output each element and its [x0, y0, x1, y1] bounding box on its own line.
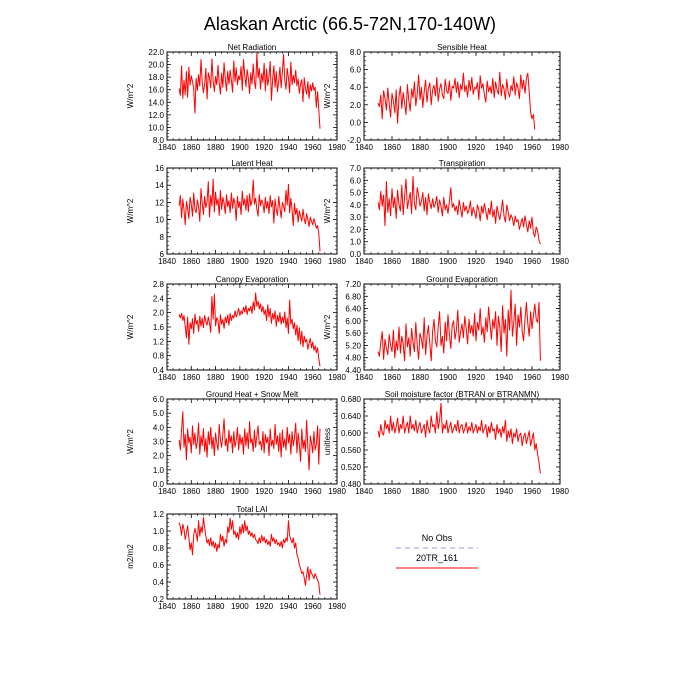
x-tick-label: 1960	[303, 487, 322, 496]
series-line	[179, 53, 320, 128]
y-tick-label: 6.0	[152, 395, 164, 404]
panel-title: Latent Heat	[231, 159, 273, 168]
x-tick-label: 1960	[523, 373, 541, 382]
x-tick-label: 1940	[495, 143, 513, 152]
y-tick-label: 8.0	[349, 48, 361, 57]
x-tick-label: 1960	[303, 143, 322, 152]
y-tick-label: 14	[155, 181, 164, 191]
y-axis-label: W/m^2	[126, 429, 135, 454]
x-tick-label: 1860	[182, 487, 201, 496]
y-tick-label: 2.0	[349, 100, 361, 110]
panel-title: Net Radiation	[227, 43, 277, 52]
y-tick-label: 1.0	[349, 237, 361, 247]
y-axis-label: W/m^2	[126, 83, 135, 109]
y-tick-label: 0.0	[349, 118, 361, 128]
y-tick-label: 0.4	[152, 366, 164, 375]
x-tick-label: 1940	[495, 373, 513, 382]
y-axis-label: m2/m2	[126, 544, 135, 569]
x-tick-label: 1860	[182, 143, 201, 152]
x-tick-label: 1840	[158, 487, 176, 496]
x-tick-label: 1900	[230, 373, 249, 382]
y-axis-label: W/m^2	[126, 314, 135, 340]
y-tick-label: 0.0	[152, 480, 164, 489]
y-tick-label: 1.6	[152, 323, 164, 332]
y-tick-label: 0.4	[152, 578, 164, 587]
y-tick-label: 2.4	[152, 294, 164, 304]
y-tick-label: 5.0	[349, 188, 361, 198]
figure-title: Alaskan Arctic (66.5-72N,170-140W)	[203, 14, 497, 34]
x-tick-label: 1880	[411, 143, 429, 152]
y-tick-label: 8.0	[152, 136, 164, 145]
x-tick-label: 1840	[158, 257, 176, 266]
y-tick-label: 22.0	[148, 48, 164, 57]
panel-title: Sensible Heat	[437, 43, 487, 52]
y-tick-label: 18.0	[148, 73, 164, 83]
x-tick-label: 1860	[383, 143, 401, 152]
x-tick-label: 1940	[495, 487, 513, 496]
y-tick-label: 3.0	[349, 213, 361, 223]
y-tick-label: 0.2	[152, 595, 164, 604]
y-tick-label: 5.20	[345, 341, 361, 351]
y-tick-label: 0.640	[340, 412, 361, 421]
panel-transpiration	[323, 159, 569, 266]
x-tick-label: 1880	[206, 143, 225, 152]
y-axis-label: W/m^2	[323, 198, 332, 224]
y-tick-label: 0.8	[152, 351, 164, 361]
panel-ground-evaporation	[323, 275, 569, 382]
panel-title: Ground Heat + Snow Melt	[205, 390, 299, 399]
y-tick-label: 6.0	[349, 65, 361, 75]
x-tick-label: 1940	[495, 257, 513, 266]
y-tick-label: 6.00	[345, 316, 361, 326]
x-tick-label: 1920	[255, 373, 274, 382]
y-tick-label: 16	[155, 164, 164, 173]
x-tick-label: 1940	[279, 143, 298, 152]
x-tick-label: 1880	[411, 487, 429, 496]
plot-frame	[167, 284, 337, 370]
y-tick-label: 6	[159, 250, 164, 259]
panel-total-lai	[126, 505, 346, 611]
x-tick-label: 1980	[551, 373, 569, 382]
x-tick-label: 1980	[328, 257, 346, 266]
x-tick-label: 1880	[206, 602, 225, 611]
plot-frame	[167, 514, 337, 599]
x-tick-label: 1860	[182, 602, 201, 611]
x-tick-label: 1900	[439, 257, 457, 266]
y-tick-label: 4.0	[349, 200, 361, 210]
x-tick-label: 1920	[467, 257, 485, 266]
y-tick-label: 12.0	[148, 110, 164, 120]
y-tick-label: 5.0	[152, 409, 164, 419]
y-tick-label: 6.40	[345, 304, 361, 314]
y-tick-label: 1.0	[152, 465, 164, 475]
x-tick-label: 1940	[279, 602, 298, 611]
x-tick-label: 1900	[439, 373, 457, 382]
y-tick-label: 7.20	[345, 280, 361, 289]
x-tick-label: 1900	[230, 257, 249, 266]
x-tick-label: 1920	[255, 143, 274, 152]
panel-title: Transpiration	[438, 159, 486, 168]
x-tick-label: 1860	[383, 487, 401, 496]
x-tick-label: 1840	[158, 602, 176, 611]
y-tick-label: 0.8	[152, 544, 164, 553]
series-line	[378, 72, 535, 129]
x-tick-label: 1920	[255, 487, 274, 496]
plot-frame	[364, 168, 560, 254]
y-tick-label: 2.0	[152, 451, 164, 461]
y-tick-label: 10	[155, 215, 164, 225]
y-tick-label: 0.600	[340, 429, 361, 438]
x-tick-label: 1880	[206, 373, 225, 382]
x-tick-label: 1980	[328, 143, 346, 152]
y-tick-label: 1.2	[152, 337, 164, 347]
x-tick-label: 1840	[355, 373, 373, 382]
panel-title: Total LAI	[236, 505, 268, 514]
panel-latent-heat	[126, 159, 346, 266]
y-tick-label: 8	[159, 232, 164, 242]
x-tick-label: 1880	[206, 487, 225, 496]
y-tick-label: 7.0	[349, 164, 361, 173]
panel-title: Ground Evaporation	[426, 275, 498, 284]
y-tick-label: 6.0	[349, 176, 361, 186]
y-tick-label: 16.0	[148, 85, 164, 95]
series-line	[378, 177, 540, 245]
series-line	[378, 403, 540, 473]
x-tick-label: 1880	[206, 257, 225, 266]
x-tick-label: 1980	[328, 602, 346, 611]
x-tick-label: 1860	[182, 373, 201, 382]
x-tick-label: 1920	[467, 487, 485, 496]
panel-sensible-heat	[323, 43, 569, 152]
x-tick-label: 1840	[355, 487, 373, 496]
x-tick-label: 1900	[439, 487, 457, 496]
x-tick-label: 1960	[523, 143, 541, 152]
y-tick-label: 4.40	[345, 366, 361, 375]
series-line	[179, 293, 320, 366]
x-tick-label: 1960	[303, 602, 322, 611]
y-tick-label: 3.0	[152, 437, 164, 447]
x-tick-label: 1980	[551, 487, 569, 496]
x-tick-label: 1960	[523, 257, 541, 266]
y-tick-label: 0.520	[340, 463, 361, 472]
series-line	[378, 290, 540, 361]
y-tick-label: 1.2	[152, 510, 164, 519]
y-tick-label: 0.6	[152, 561, 164, 570]
panel-canopy-evaporation	[126, 275, 346, 382]
y-tick-label: 4.0	[349, 83, 361, 93]
x-tick-label: 1940	[279, 257, 298, 266]
x-tick-label: 1860	[383, 373, 401, 382]
x-tick-label: 1840	[355, 257, 373, 266]
x-tick-label: 1920	[467, 373, 485, 382]
x-tick-label: 1980	[328, 487, 346, 496]
y-tick-label: 4.80	[345, 353, 361, 363]
x-tick-label: 1940	[279, 373, 298, 382]
y-tick-label: 0.0	[349, 250, 361, 259]
x-tick-label: 1960	[303, 257, 322, 266]
x-tick-label: 1980	[551, 257, 569, 266]
series-line	[179, 179, 320, 251]
y-tick-label: 2.0	[152, 308, 164, 318]
x-tick-label: 1840	[158, 373, 176, 382]
y-tick-label: 0.680	[340, 395, 361, 404]
y-tick-label: 0.480	[340, 480, 361, 489]
series-line	[179, 412, 320, 470]
y-tick-label: 20.0	[148, 60, 164, 70]
y-axis-label: W/m^2	[323, 83, 332, 109]
x-tick-label: 1900	[230, 143, 249, 152]
series-line	[179, 517, 320, 594]
y-tick-label: 4.0	[152, 423, 164, 433]
legend	[396, 533, 478, 568]
x-tick-label: 1960	[523, 487, 541, 496]
x-tick-label: 1840	[355, 143, 373, 152]
panel-title: Canopy Evaporation	[215, 275, 289, 284]
x-tick-label: 1860	[383, 257, 401, 266]
panel-soil-moisture-factor-btran-or-btranmn	[323, 390, 569, 496]
x-tick-label: 1900	[230, 487, 249, 496]
panel-net-radiation	[126, 43, 346, 152]
y-tick-label: 5.60	[345, 329, 361, 339]
panels	[126, 43, 569, 611]
x-tick-label: 1920	[255, 602, 274, 611]
legend-label-20tr-161: 20TR_161	[415, 553, 459, 563]
x-tick-label: 1960	[303, 373, 322, 382]
x-tick-label: 1940	[279, 487, 298, 496]
panel-title: Soil moisture factor (BTRAN or BTRANMN)	[384, 390, 540, 399]
y-axis-label: unitless	[323, 427, 332, 456]
y-tick-label: 0.560	[340, 446, 361, 455]
x-tick-label: 1900	[230, 602, 249, 611]
x-tick-label: 1980	[551, 143, 569, 152]
y-tick-label: 1.0	[152, 527, 164, 536]
y-tick-label: 14.0	[148, 98, 164, 108]
x-tick-label: 1880	[411, 373, 429, 382]
x-tick-label: 1980	[328, 373, 346, 382]
plot-frame	[364, 52, 560, 140]
y-axis-label: W/m^2	[323, 314, 332, 340]
y-tick-label: -2.0	[347, 136, 361, 145]
x-tick-label: 1920	[467, 143, 485, 152]
y-tick-label: 10.0	[148, 123, 164, 133]
y-tick-label: 2.8	[152, 280, 164, 289]
y-tick-label: 2.0	[349, 225, 361, 235]
y-tick-label: 12	[155, 198, 164, 208]
x-tick-label: 1920	[255, 257, 274, 266]
y-axis-label: W/m^2	[126, 198, 135, 224]
x-tick-label: 1840	[158, 143, 176, 152]
y-tick-label: 6.80	[345, 292, 361, 302]
plot-frame	[167, 52, 337, 140]
x-tick-label: 1900	[439, 143, 457, 152]
legend-label-no-obs: No Obs	[421, 533, 453, 543]
x-tick-label: 1880	[411, 257, 429, 266]
x-tick-label: 1860	[182, 257, 201, 266]
panel-ground-heat-snow-melt	[126, 390, 346, 496]
